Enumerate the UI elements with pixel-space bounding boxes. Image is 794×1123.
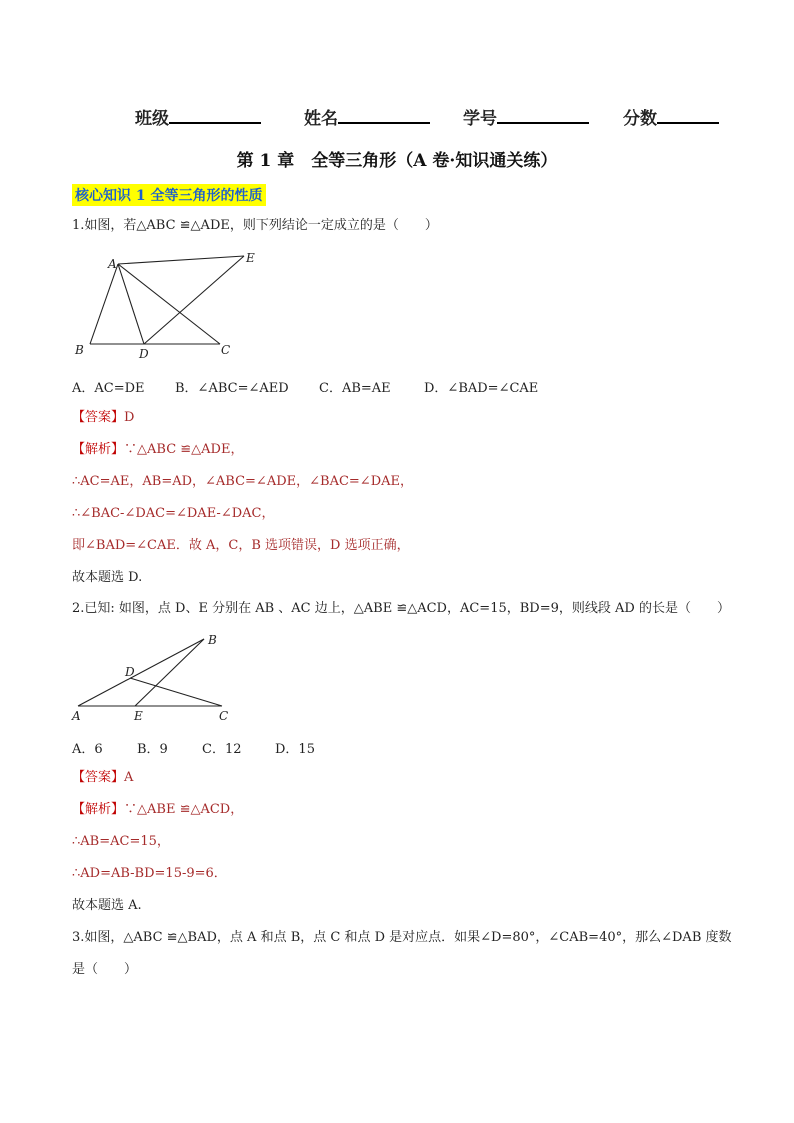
q3-stem-line-1: 3.如图，△ABC ≌△BAD，点 A 和点 B，点 C 和点 D 是对应点．如果∠D=80°，∠CAB=40°，那么∠DAB 度数 <box>72 930 732 945</box>
q1-label-a: A <box>108 257 117 271</box>
score-blank[interactable] <box>657 104 719 124</box>
q1-stem: 1.如图，若△ABC ≌△ADE，则下列结论一定成立的是（ ） <box>72 218 438 233</box>
q1-segment-ab <box>90 264 118 344</box>
student-id-field <box>463 104 589 129</box>
q1-figure <box>70 250 270 365</box>
q1-conclusion: 故本题选 D. <box>72 570 143 585</box>
q1-option-c: C．AB=AE <box>319 381 391 396</box>
q2-answer <box>72 769 133 787</box>
q1-label-b: B <box>75 343 84 357</box>
q1-option-d: D．∠BAD=∠CAE <box>424 381 539 396</box>
student-info-header <box>0 104 794 130</box>
q1-segment-ad <box>118 264 144 344</box>
q2-segment-be <box>135 639 204 706</box>
q1-analysis-tag: 【解析】 <box>72 442 125 457</box>
q1-analysis-line-0: ∵△ABC ≌△ADE， <box>124 442 244 457</box>
q1-answer-value: D <box>124 410 135 425</box>
q1-option-b: B．∠ABC=∠AED <box>175 381 289 396</box>
q1-segment-de <box>144 256 244 344</box>
q2-analysis-line-1: ∴AB=AC=15， <box>72 834 170 849</box>
section-heading: 核心知识 1 全等三角形的性质 <box>72 184 266 206</box>
q2-option-c: C．12 <box>202 742 242 757</box>
q2-label-d: D <box>125 665 135 679</box>
q2-answer-value: A <box>124 770 134 785</box>
class-blank[interactable] <box>169 104 261 124</box>
q2-segment-dc <box>130 678 222 706</box>
q1-label-d: D <box>139 347 149 361</box>
q1-analysis-line-2: ∴∠BAC-∠DAC=∠DAE-∠DAC， <box>72 506 275 521</box>
name-label: 姓名 <box>304 109 338 129</box>
q1-answer <box>72 409 134 427</box>
q1-analysis-line-3: 即∠BAD=∠CAE．故 A，C，B 选项错误，D 选项正确， <box>72 538 410 553</box>
q2-conclusion: 故本题选 A. <box>72 898 142 913</box>
class-field <box>135 104 261 129</box>
q2-option-b: B．9 <box>137 742 168 757</box>
q2-answer-tag: 【答案】 <box>72 770 125 785</box>
q2-label-c: C <box>219 709 229 723</box>
q1-analysis-line-1: ∴AC=AE，AB=AD，∠ABC=∠ADE，∠BAC=∠DAE， <box>72 474 413 489</box>
student-id-blank[interactable] <box>497 104 589 124</box>
name-field <box>304 104 430 129</box>
class-label: 班级 <box>135 109 169 129</box>
chapter-title: 第 1 章 全等三角形（A 卷·知识通关练） <box>236 151 558 171</box>
q1-option-a: A．AC=DE <box>72 381 145 396</box>
q2-label-e: E <box>134 709 143 723</box>
q2-label-a: A <box>72 709 81 723</box>
q2-analysis-line-2: ∴AD=AB-BD=15-9=6． <box>72 866 227 881</box>
q2-analysis-line-0: ∵△ABE ≌△ACD， <box>124 802 244 817</box>
q1-label-e: E <box>246 251 255 265</box>
q1-label-c: C <box>221 343 231 357</box>
q2-label-b: B <box>208 633 217 647</box>
score-label: 分数 <box>623 109 657 129</box>
name-blank[interactable] <box>338 104 430 124</box>
score-field <box>623 104 719 129</box>
q1-answer-tag: 【答案】 <box>72 410 125 425</box>
student-id-label: 学号 <box>463 109 497 129</box>
q1-analysis <box>72 441 243 459</box>
q2-option-d: D．15 <box>275 742 315 757</box>
q2-segment-ab <box>78 639 204 706</box>
q2-analysis <box>72 801 243 819</box>
q1-segment-ae <box>118 256 244 264</box>
q2-analysis-tag: 【解析】 <box>72 802 125 817</box>
q1-segment-ac <box>118 264 220 344</box>
q2-stem: 2.已知: 如图，点 D、E 分别在 AB 、AC 边上，△ABE ≌△ACD，AC=15，BD=9，则线段 AD 的长是（ ） <box>72 601 730 616</box>
q3-stem-line-2: 是（ ） <box>72 962 138 977</box>
q2-option-a: A．6 <box>72 742 103 757</box>
q2-figure <box>70 630 245 726</box>
